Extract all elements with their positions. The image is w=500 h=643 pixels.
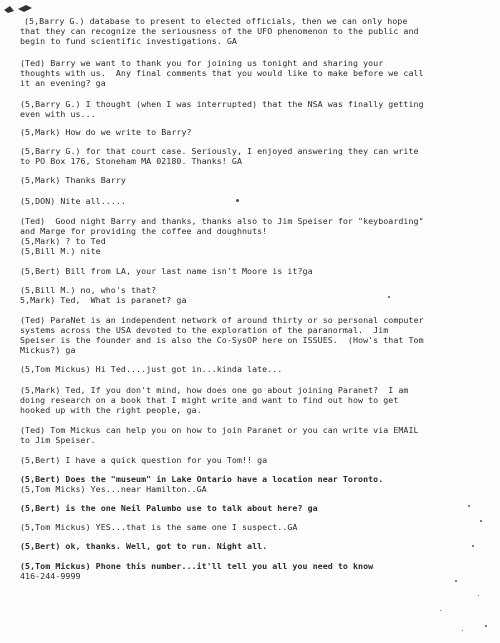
transcript-line: and Marge for providing the coffee and doughnuts! [20,226,268,236]
transcript-line: 5,Mark) Ted, What is paranet? ga [20,295,187,305]
transcript-line: (Ted) Good night Barry and thanks, thanks also to Jim Speiser for "keyboarding" [20,216,424,226]
transcript-line: thoughts with us. Any final comments that you would like to make before we call [20,68,424,78]
transcript-line: to Jim Speiser. [20,435,96,445]
speck-mark [472,545,474,547]
transcript-line: (5,Mark) ? to Ted [20,236,106,246]
transcript-line: (Ted) Barry we want to thank you for joining us tonight and sharing your [20,58,384,68]
transcript-line: (Ted) ParaNet is an independent network of around thirty or so personal computer [20,315,424,325]
transcript-line: 416-244-9999 [20,571,81,581]
speck-mark [480,520,482,522]
transcript-line: (5,Barry G.) for that court case. Seriously, I enjoyed answering they can write [20,146,419,156]
speck-mark [485,625,487,627]
transcript-line: (5,Bert) ok, thanks. Well, got to run. Night all. [20,541,268,551]
transcript-line: (5,Bert) I have a quick question for you Tom!! ga [20,455,268,465]
transcript-line: (5,Bert) Bill from LA, your last name isn't Moore is it?ga [20,266,313,276]
transcript-line: that they can recognize the seriousness of the UFO phenomenon to the public and [20,26,419,36]
speck-mark [462,630,463,631]
transcript-line: (5,Bert) is the one Neil Palumbo use to talk about here? ga [20,503,318,513]
speck-mark [440,610,441,611]
transcript-line: hooked up with the right people, ga. [20,405,202,415]
transcript-line: even with us... [20,109,96,119]
transcript-line: (5,Bert) Does the "museum" in Lake Ontario have a location near Toronto. [20,474,384,484]
speck-mark [236,199,239,202]
transcript-line: doing research on a book that I might write and want to find out how to get [20,395,399,405]
transcript-line: (5,Barry G.) database to present to elected officials, then we can only hope [24,16,408,26]
speck-mark [455,580,457,582]
transcript-line: (5,Tom Micks) Yes...near Hamilton..GA [20,484,207,494]
speck-mark [468,505,470,507]
transcript-line: (Ted) Tom Mickus can help you on how to join Paranet or you can write via EMAIL [20,425,419,435]
transcript-line: (5,Tom Mickus) Phone this number...it'll tell you all you need to know [20,561,374,571]
transcript-line: to PO Box 176, Stoneham MA 02180. Thanks! GA [20,156,242,166]
speck-mark [478,595,479,596]
transcript-line: (5,Tom Mickus) YES...that is the same one I suspect..GA [20,522,298,532]
transcript-line: Mickus?) ga [20,345,76,355]
transcript-line: systems across the USA devoted to the exploration of the paranormal. Jim [20,325,389,335]
transcript-line: (5,Mark) How do we write to Barry? [20,127,192,137]
transcript-line: Speiser is the founder and is also the Co-SysOP here on ISSUES. (How's that Tom [20,335,424,345]
transcript-line: (5,DON) Nite all..... [20,196,126,206]
transcript-line: (5,Bill M.) no, who's that? [20,285,157,295]
transcript-line: (5,Bill M.) nite [20,246,101,256]
transcript-line: (5,Mark) Thanks Barry [20,175,126,185]
speck-mark [388,296,390,298]
transcript-line: begin to fund scientific investigations. GA [20,36,237,46]
transcript-line: (5,Barry G.) I thought (when I was interrupted) that the NSA was finally getting [20,99,424,109]
transcript-line: (5,Mark) Ted, If you don't mind, how does one go about joining Paranet? I am [20,385,409,395]
transcript-line: (5,Tom Mickus) Hi Ted....just got in...kinda late... [20,364,283,374]
transcript-line: it an evening? ga [20,78,106,88]
smudge-mark-icon [2,2,36,14]
